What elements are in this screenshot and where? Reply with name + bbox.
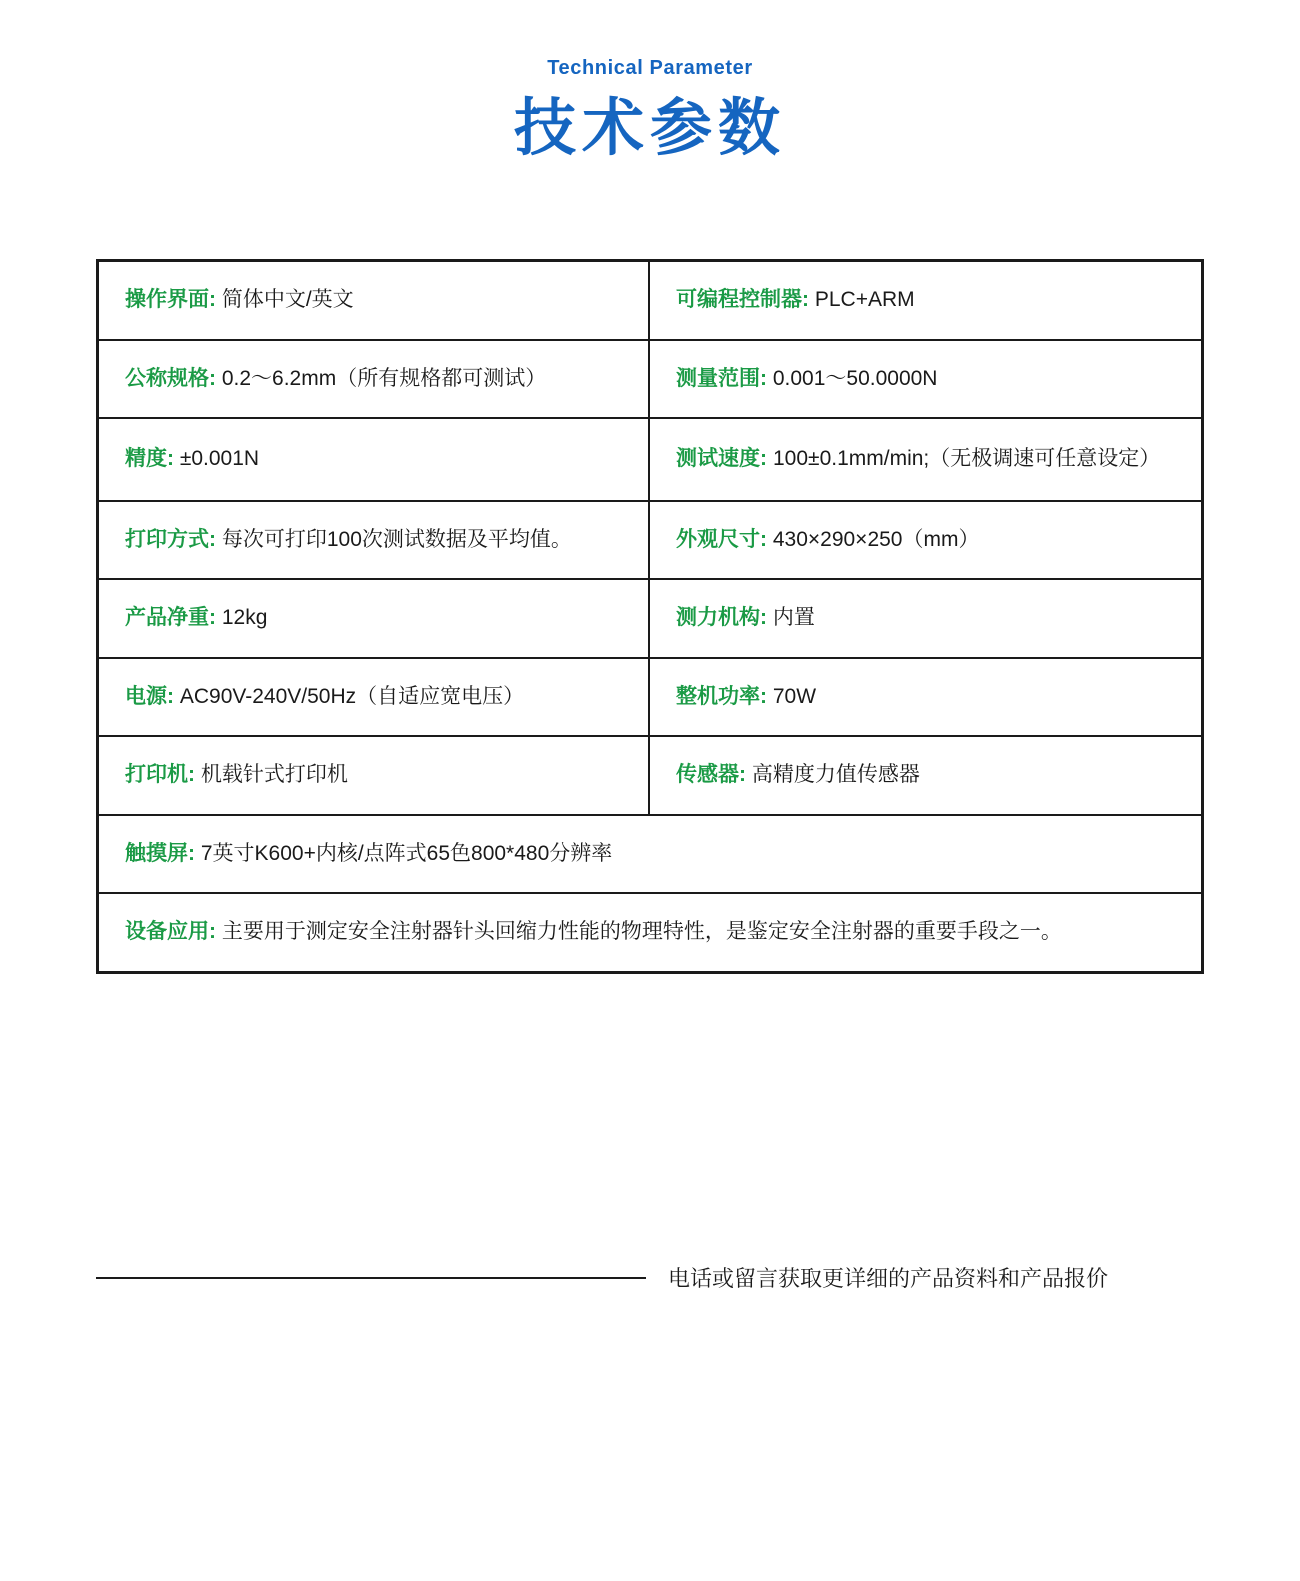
- spec-label: 打印机:: [125, 763, 195, 787]
- spec-cell-nominal-size: [99, 341, 650, 418]
- spec-cell-net-weight: [99, 580, 650, 657]
- specification-table: [96, 259, 1204, 974]
- spec-value: 0.001～50.0000N: [772, 366, 938, 390]
- spec-cell-controller: [650, 262, 1201, 339]
- spec-cell-dimensions: [650, 502, 1201, 579]
- spec-value: ±0.001N: [179, 447, 260, 471]
- spec-label: 操作界面:: [125, 288, 216, 311]
- spec-label: 外观尺寸:: [676, 527, 767, 551]
- spec-value: 100±0.1mm/min;（无极调速可任意设定）: [773, 447, 1161, 471]
- spec-cell-power-supply: [99, 659, 650, 736]
- page-header: [0, 0, 1300, 161]
- spec-cell-sensor: [650, 737, 1201, 814]
- spec-label: 传感器:: [676, 763, 746, 787]
- spec-cell-touchscreen: [99, 816, 1201, 893]
- spec-cell-accuracy: [99, 419, 650, 500]
- table-row: [99, 341, 1201, 420]
- spec-cell-application: [99, 894, 1201, 971]
- spec-label: 测试速度:: [676, 447, 767, 471]
- spec-label: 公称规格:: [125, 366, 216, 390]
- spec-cell-test-speed: [650, 419, 1201, 500]
- page-footer: [96, 1262, 1204, 1293]
- spec-label: 设备应用:: [125, 920, 216, 944]
- page-title: 技术参数: [513, 94, 786, 163]
- spec-value: 70W: [772, 684, 817, 708]
- spec-value: 430×290×250（mm）: [772, 527, 980, 551]
- spec-cell-total-power: [650, 659, 1201, 736]
- spec-value: 简体中文/英文: [221, 288, 354, 311]
- table-row: [99, 737, 1201, 816]
- table-row: [99, 262, 1201, 341]
- spec-label: 测量范围:: [676, 366, 767, 390]
- spec-cell-operation-interface: [99, 262, 650, 339]
- page-eyebrow: Technical Parameter: [547, 57, 753, 79]
- spec-value: 内置: [772, 606, 815, 630]
- spec-label: 可编程控制器:: [676, 288, 809, 311]
- table-row: [99, 659, 1201, 738]
- spec-value: 7英寸K600+内核/点阵式65色800*480分辨率: [200, 841, 613, 865]
- spec-value: 12kg: [221, 606, 268, 630]
- spec-label: 打印方式:: [125, 527, 216, 551]
- spec-label: 产品净重:: [125, 606, 216, 630]
- spec-cell-printer: [99, 737, 650, 814]
- spec-cell-measuring-range: [650, 341, 1201, 418]
- spec-value: 主要用于测定安全注射器针头回缩力性能的物理特性，是鉴定安全注射器的重要手段之一。: [221, 920, 1062, 944]
- spec-value: 每次可打印100次测试数据及平均值。: [221, 527, 572, 551]
- spec-label: 测力机构:: [676, 606, 767, 630]
- spec-value: PLC+ARM: [814, 288, 915, 311]
- spec-value: 机载针式打印机: [200, 763, 348, 787]
- spec-value: AC90V-240V/50Hz（自适应宽电压）: [179, 684, 525, 708]
- spec-value: 0.2～6.2mm（所有规格都可测试）: [221, 366, 547, 390]
- spec-label: 整机功率:: [676, 684, 767, 708]
- footer-divider: [96, 1277, 646, 1279]
- spec-label: 精度:: [125, 447, 174, 471]
- table-row: [99, 580, 1201, 659]
- footer-note: 电话或留言获取更详细的产品资料和产品报价: [668, 1266, 1109, 1291]
- table-row: [99, 894, 1201, 971]
- spec-label: 电源:: [125, 684, 174, 708]
- spec-cell-force-mechanism: [650, 580, 1201, 657]
- table-row: [99, 816, 1201, 895]
- spec-cell-print-mode: [99, 502, 650, 579]
- spec-value: 高精度力值传感器: [751, 763, 920, 787]
- spec-label: 触摸屏:: [125, 841, 195, 865]
- table-row: [99, 502, 1201, 581]
- table-row: [99, 419, 1201, 502]
